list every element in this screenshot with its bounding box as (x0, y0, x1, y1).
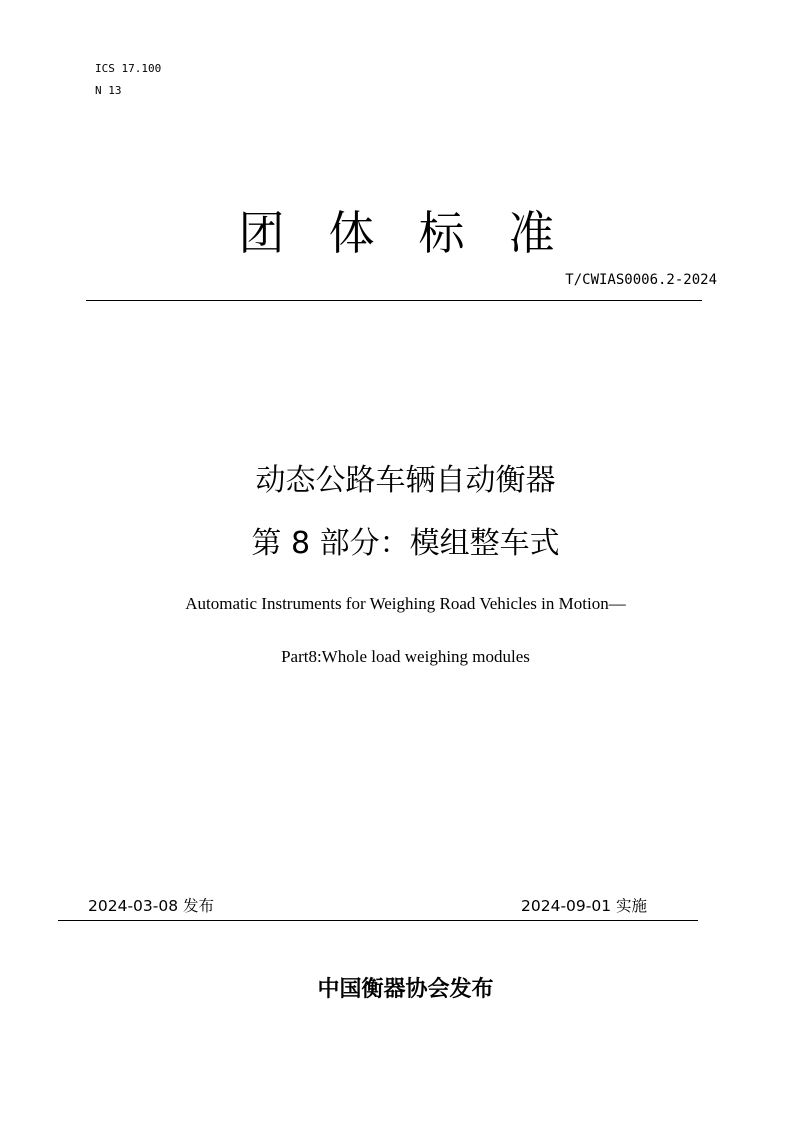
footer-divider (58, 920, 698, 921)
header-divider (86, 300, 702, 301)
publisher-line: 中国衡器协会发布 (317, 976, 494, 1002)
ics-code: ICS 17.100 (95, 62, 162, 75)
standard-type-heading: 团体标准 (238, 206, 599, 260)
ccs-code: N 13 (95, 84, 122, 97)
chinese-title-line-2: 第 8 部分：模组整车式 (251, 526, 560, 561)
english-title-line-2: Part8:Whole load weighing modules (281, 647, 530, 666)
standard-number: T/CWIAS0006.2-2024 (565, 272, 717, 288)
publish-date: 2024-03-08 发布 (88, 897, 215, 915)
implementation-date: 2024-09-01 实施 (521, 897, 648, 915)
chinese-title-line-1: 动态公路车辆自动衡器 (255, 463, 556, 498)
english-title-line-1: Automatic Instruments for Weighing Road Vehicles in Motion— (185, 594, 626, 613)
